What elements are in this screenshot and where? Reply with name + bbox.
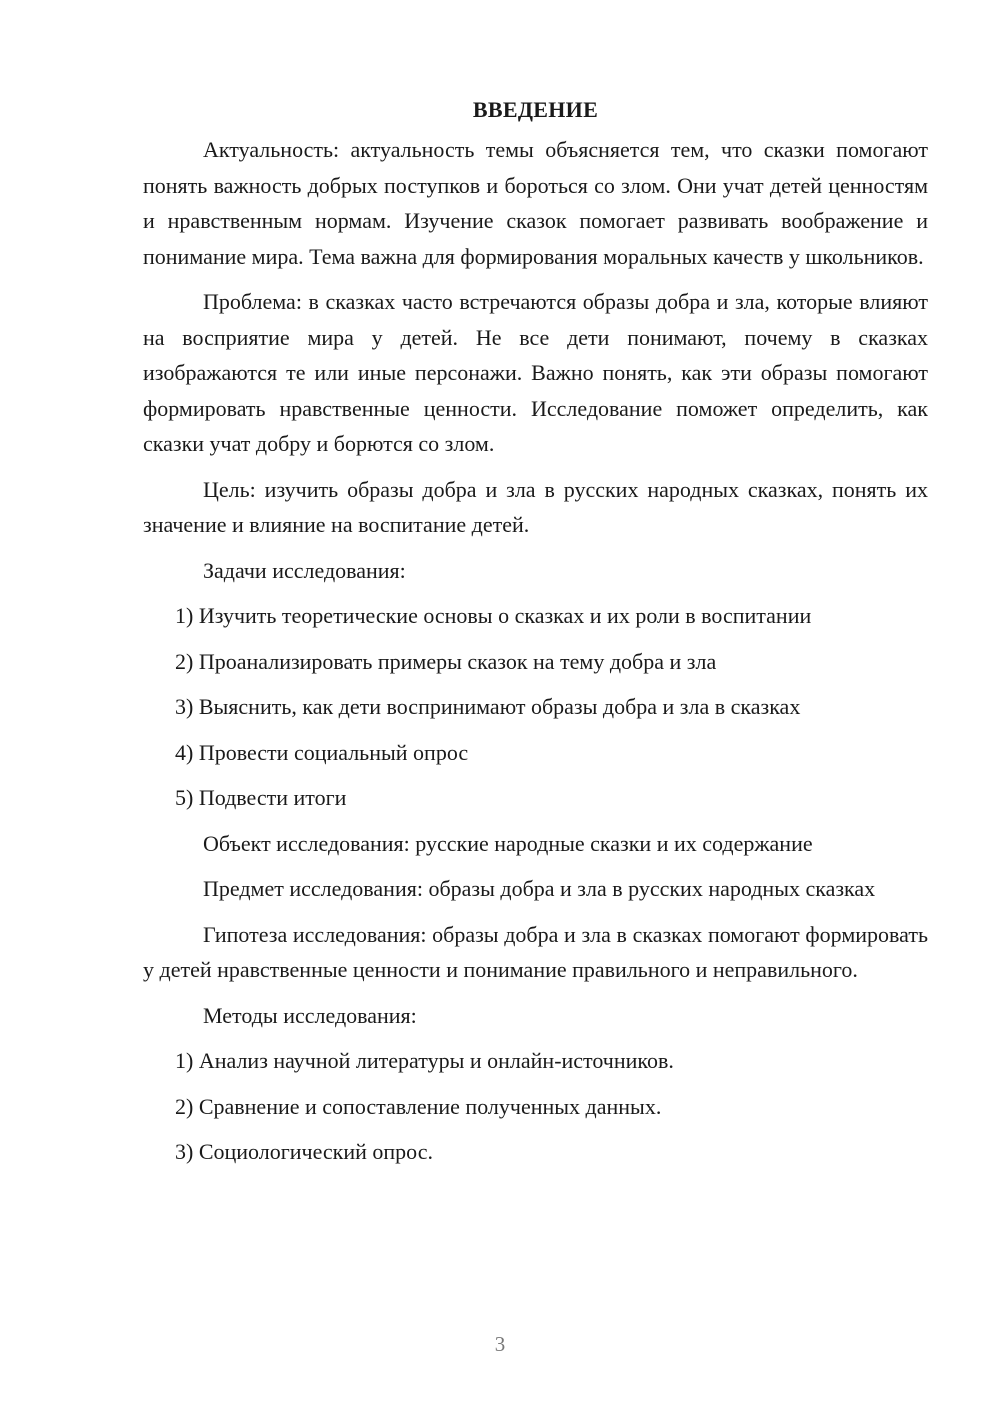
actuality-paragraph: Актуальность: актуальность темы объясняется тем, что сказки помогают понять важность добрых поступков и бороться со злом. Они учат детей ценностям и нравственным нормам. Изучение сказок помогает развивать воображение и понимание мира. Тема важна для формирования моральных качеств у школьников. — [143, 137, 928, 269]
problem-paragraph: Проблема: в сказках часто встречаются образы добра и зла, которые влияют на восприятие мира у детей. Не все дети понимают, почему в сказках изображаются те или иные персонажи. Важно понять, как эти образы помогают формировать нравственные ценности. Исследование поможет определить, как сказки учат добру и борются со злом. — [143, 289, 928, 456]
method-item-2: 2) Сравнение и сопоставление полученных данных. — [175, 1093, 662, 1119]
task-item-3: 3) Выяснить, как дети воспринимают образы добра и зла в сказках — [175, 694, 801, 719]
page-number: 3 — [494, 1332, 506, 1356]
method-item-1: 1) Анализ научной литературы и онлайн-источников. — [175, 1048, 674, 1073]
task-item-2: 2) Проанализировать примеры сказок на тему добра и зла — [175, 648, 717, 674]
task-item-5: 5) Подвести итоги — [175, 785, 347, 810]
hypothesis-paragraph: Гипотеза исследования: образы добра и зла в сказках помогают формировать у детей нравственные ценности и понимание правильного и неправильного. — [143, 921, 928, 982]
object-paragraph: Объект исследования: русские народные сказки и их содержание — [203, 830, 813, 856]
methods-heading: Методы исследования: — [203, 1002, 417, 1028]
method-item-3: 3) Социологический опрос. — [175, 1139, 433, 1164]
methods-list — [143, 1043, 928, 1170]
section-title: ВВЕДЕНИЕ — [472, 97, 599, 122]
tasks-heading: Задачи исследования: — [203, 557, 406, 583]
task-item-4: 4) Провести социальный опрос — [175, 739, 469, 765]
subject-paragraph: Предмет исследования: образы добра и зла в русских народных сказках — [203, 876, 876, 901]
tasks-list — [143, 598, 928, 816]
document-page — [143, 92, 928, 1180]
task-item-1: 1) Изучить теоретические основы о сказках и их роли в воспитании — [175, 603, 812, 628]
goal-paragraph: Цель: изучить образы добра и зла в русских народных сказках, понять их значение и влияние на воспитание детей. — [143, 476, 928, 537]
